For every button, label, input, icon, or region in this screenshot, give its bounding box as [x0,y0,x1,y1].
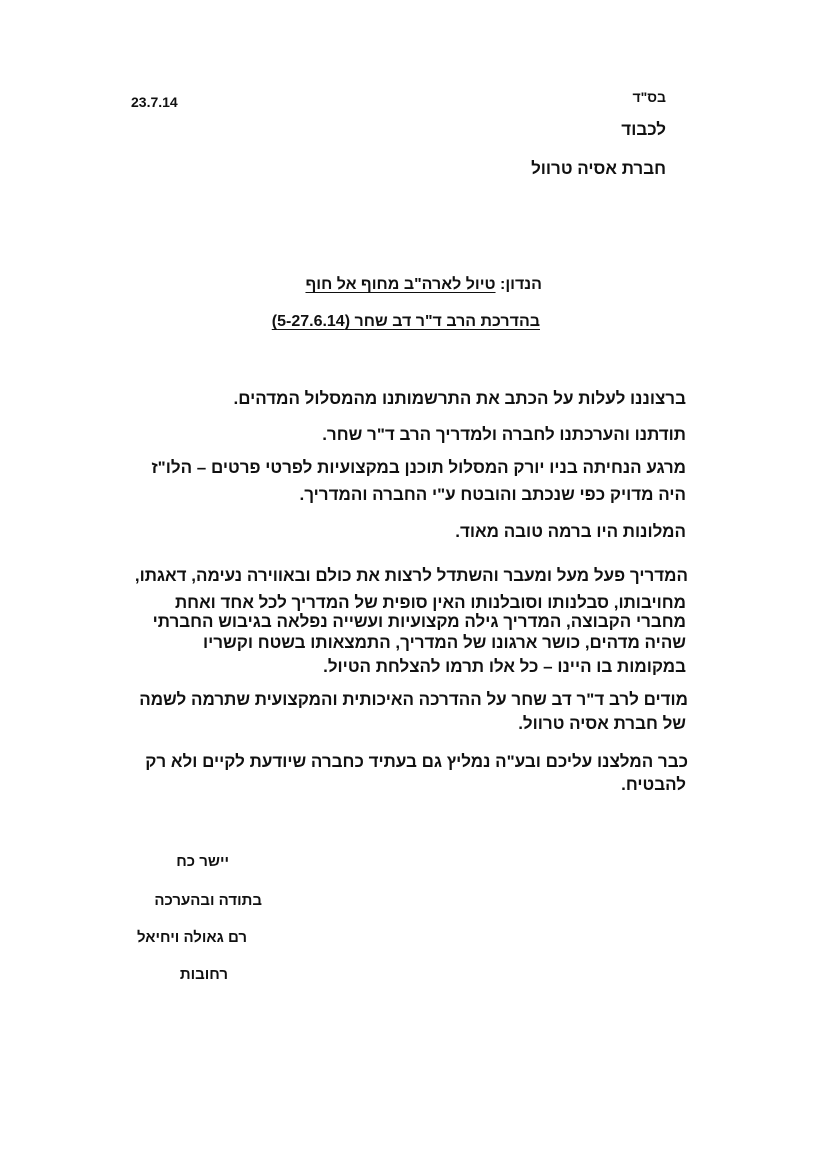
paragraph-3-line-1: מרגע הנחיתה בניו יורק המסלול תוכנן במקצועיות לפרטי פרטים – הלו"ז [151,458,686,477]
signature-blessing: יישר כח [176,853,229,870]
paragraph-6-line-2: של חברת אסיה טרוול. [518,714,686,733]
subject-title: טיול לארה"ב מחוף אל חוף [305,276,496,293]
addressee-honorific: לכבוד [621,120,666,139]
subject-guide: בהדרכת הרב ד"ר דב שחר (5-27.6.14) [271,313,540,330]
signature-city: רחובות [179,966,228,983]
subject-label: הנדון: [499,276,542,293]
paragraph-5-line-3: מחברי הקבוצה, המדריך גילה מקצועיות ועשייה נפלאה בגיבוש החברתי [152,612,686,631]
paragraph-4: המלונות היו ברמה טובה מאוד. [455,522,686,541]
paragraph-1: ברצוננו לעלות על הכתב את התרשמותנו מהמסלול המדהים. [233,389,686,408]
signature-names: רם גאולה ויחיאל [137,929,247,946]
subject-line [305,276,542,294]
paragraph-3-line-2: היה מדויק כפי שנכתב והובטח ע"י החברה והמדריך. [299,485,686,504]
paragraph-5-line-4: שהיה מדהים, כושר ארגונו של המדריך, התמצאותו בשטח וקשריו [202,633,686,652]
addressee-company: חברת אסיה טרוול [531,159,666,178]
paragraph-7-line-1: כבר המלצנו עליכם ובע"ה נמליץ גם בעתיד כחברה שיודעת לקיים ולא רק [145,752,688,771]
paragraph-5-line-1: המדריך פעל מעל ומעבר והשתדל לרצות את כולם ובאווירה נעימה, דאגתו, [134,566,688,585]
paragraph-5-line-2: מחויבותו, סבלנותו וסובלנותו האין סופית של המדריך לכל אחד ואחת [174,593,686,612]
paragraph-6-line-1: מודים לרב ד"ר דב שחר על ההדרכה האיכותית והמקצועית שתרמה לשמה [139,690,688,709]
basad-heading: בס"ד [632,89,666,105]
paragraph-5-line-5: במקומות בו היינו – כל אלו תרמו להצלחת הטיול. [323,657,686,676]
letter-date: 23.7.14 [131,94,178,110]
paragraph-2: תודתנו והערכתנו לחברה ולמדריך הרב ד"ר שחר. [322,425,686,444]
paragraph-7-line-2: להבטיח. [621,775,686,794]
signature-closing: בתודה ובהערכה [154,892,262,909]
